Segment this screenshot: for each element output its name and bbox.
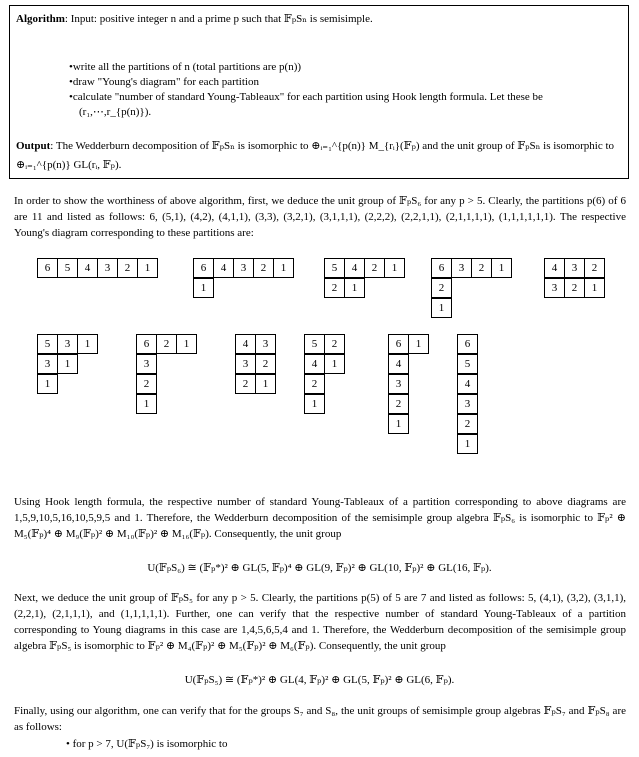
paragraph-s5: Next, we deduce the unit group of 𝔽ₚS₅ for any p > 5. Clearly, the partitions p(5) of 5 are 7 and listed as follows: 5, (4,1), (3,2), (3,1,1), (2,2,1), (2,1,1,1), and (1,1,1,1,1). Further, one can verify that the respective number of standard Young-Tableaux of a partition corresponding to Young diagrams in this case are 1,4,5,6,5,4 and 1. Therefore, the Wedderburn decomposition of the semisimple group algebra 𝔽ₚS₅ is isomorphic to 𝔽ₚ² ⊕ M₄(𝔽ₚ)² ⊕ M₅(𝔽ₚ)² ⊕ M₆(𝔽ₚ). Consequently, the unit group (14, 592, 626, 652)
young-diagram-row (388, 374, 428, 394)
young-diagram (388, 334, 428, 434)
young-cell: 2 (324, 278, 345, 298)
young-cell: 2 (136, 374, 157, 394)
young-cell: 6 (388, 334, 409, 354)
young-diagram-row (37, 334, 97, 354)
young-diagram (431, 258, 511, 318)
young-cell: 5 (324, 258, 345, 278)
young-diagram-row (304, 394, 344, 414)
young-cell: 1 (584, 278, 605, 298)
young-cell: 3 (57, 334, 78, 354)
young-diagram (37, 258, 157, 278)
young-cell: 6 (37, 258, 58, 278)
young-diagram-row (457, 394, 477, 414)
young-cell: 4 (304, 354, 325, 374)
young-cell: 6 (193, 258, 214, 278)
young-diagram-row (37, 354, 97, 374)
young-cell: 1 (344, 278, 365, 298)
young-cell: 2 (471, 258, 492, 278)
young-cell: 1 (384, 258, 405, 278)
young-diagram-row (37, 258, 157, 278)
algorithm-steps (69, 60, 549, 120)
young-cell: 2 (304, 374, 325, 394)
young-cell: 2 (564, 278, 585, 298)
young-cell: 3 (136, 354, 157, 374)
young-diagram-row (431, 258, 511, 278)
young-diagram (37, 334, 97, 394)
young-cell: 2 (235, 374, 256, 394)
young-diagram-row (457, 414, 477, 434)
young-cell: 1 (193, 278, 214, 298)
young-diagram-row (136, 394, 196, 414)
young-cell: 2 (253, 258, 274, 278)
young-cell: 6 (431, 258, 452, 278)
young-cell: 1 (388, 414, 409, 434)
paragraph-intro: In order to show the worthiness of above algorithm, first, we deduce the unit group of 𝔽ₚS₆ for any p > 5. Clearly, the partitions p(6) of 6 are 11 and listed as follows: 6, (5,1), (4,2), (4,1,1), (3,3), (3,2,1), (3,1,1,1), (2,2,2), (2,2,1,1), (2,1,1,1,1), (1,1,1,1,1,1). The respective Young's diagram corresponding to these partitions are: (14, 195, 626, 239)
algorithm-label: Algorithm (16, 13, 65, 25)
young-cell: 1 (255, 374, 276, 394)
young-cell: 1 (408, 334, 429, 354)
algorithm-input (16, 12, 373, 27)
young-cell: 2 (364, 258, 385, 278)
young-cell: 4 (457, 374, 478, 394)
young-diagram-row (37, 374, 97, 394)
algorithm-step: • calculate "number of standard Young-Tableaux" for each partition using Hook length formula. Let these be (r₁,⋯,r_{p(n)}). (69, 90, 549, 120)
young-cell: 1 (304, 394, 325, 414)
young-diagram-row (304, 374, 344, 394)
young-cell: 3 (255, 334, 276, 354)
young-cell: 3 (37, 354, 58, 374)
young-cell: 1 (37, 374, 58, 394)
young-diagram-row (388, 394, 428, 414)
young-diagram-row (235, 374, 275, 394)
young-cell: 5 (457, 354, 478, 374)
young-cell: 1 (77, 334, 98, 354)
young-cell: 3 (233, 258, 254, 278)
young-diagram (324, 258, 404, 298)
young-diagram (136, 334, 196, 414)
algorithm-step: • draw "Young's diagram" for each partition (69, 75, 549, 90)
young-diagram-row (544, 278, 604, 298)
young-cell: 2 (584, 258, 605, 278)
young-diagram-row (304, 334, 344, 354)
young-diagram-row (388, 354, 428, 374)
young-diagram-row (136, 334, 196, 354)
young-diagram-row (235, 334, 275, 354)
young-cell: 1 (176, 334, 197, 354)
young-cell: 4 (388, 354, 409, 374)
young-cell: 3 (451, 258, 472, 278)
young-diagram (304, 334, 344, 414)
young-cell: 6 (457, 334, 478, 354)
bullet-s7-text: for p > 7, U(𝔽ₚS₇) is isomorphic to (72, 738, 228, 750)
young-diagram-row (457, 354, 477, 374)
paragraph-s7-s8: Finally, using our algorithm, one can verify that for the groups S₇ and S₈, the unit groups of semisimple group algebras 𝔽ₚS₇ and 𝔽ₚS₈ are as follows: (14, 705, 626, 733)
young-cell: 2 (457, 414, 478, 434)
young-diagram-row (235, 354, 275, 374)
young-diagram (193, 258, 293, 298)
young-cell: 2 (431, 278, 452, 298)
equation-unit-group-s5: U(𝔽ₚS₅) ≅ (𝔽ₚ*)² ⊕ GL(4, 𝔽ₚ)² ⊕ GL(5, 𝔽ₚ)² ⊕ GL(6, 𝔽ₚ). (184, 674, 455, 686)
young-diagram-row (388, 334, 428, 354)
algorithm-box (9, 5, 629, 179)
young-diagram (457, 334, 477, 454)
young-cell: 1 (57, 354, 78, 374)
young-cell: 1 (137, 258, 158, 278)
young-diagram-row (324, 278, 404, 298)
young-cell: 2 (156, 334, 177, 354)
young-diagram-row (193, 278, 293, 298)
young-cell: 1 (431, 298, 452, 318)
algorithm-output-text: : The Wedderburn decomposition of 𝔽ₚSₙ is isomorphic to ⊕ᵢ₌₁^{p(n)} M_{rᵢ}(𝔽ₚ) and the unit group of 𝔽ₚSₙ is isomorphic to (50, 140, 615, 152)
young-diagram-row (457, 434, 477, 454)
equation-unit-group-s6: U(𝔽ₚS₆) ≅ (𝔽ₚ*)² ⊕ GL(5, 𝔽ₚ)⁴ ⊕ GL(9, 𝔽ₚ)² ⊕ GL(10, 𝔽ₚ)² ⊕ GL(16, 𝔽ₚ). (147, 562, 492, 574)
young-cell: 4 (235, 334, 256, 354)
young-cell: 2 (388, 394, 409, 414)
young-diagram-row (193, 258, 293, 278)
young-cell: 6 (136, 334, 157, 354)
young-cell: 5 (37, 334, 58, 354)
young-diagram-row (457, 334, 477, 354)
young-cell: 2 (324, 334, 345, 354)
young-cell: 4 (77, 258, 98, 278)
paragraph-hook-length: Using Hook length formula, the respective number of standard Young-Tableaux of a partition corresponding to above diagrams are 1,5,9,10,5,16,10,5,9,5 and 1. Therefore, the Wedderburn decomposition of the semisimple group algebra 𝔽ₚS₆ is isomorphic to 𝔽ₚ² ⊕ M₅(𝔽ₚ)⁴ ⊕ M₉(𝔽ₚ)² ⊕ M₁₀(𝔽ₚ)² ⊕ M₁₆(𝔽ₚ). Consequently, the unit group (14, 496, 626, 540)
young-diagram (544, 258, 604, 298)
young-cell: 3 (235, 354, 256, 374)
young-cell: 5 (57, 258, 78, 278)
young-diagram-row (457, 374, 477, 394)
young-cell: 2 (255, 354, 276, 374)
algorithm-step: • write all the partitions of n (total partitions are p(n)) (69, 60, 549, 75)
young-cell: 1 (491, 258, 512, 278)
young-cell: 3 (388, 374, 409, 394)
algorithm-input-text: : Input: positive integer n and a prime p such that 𝔽ₚSₙ is semisimple. (64, 13, 373, 25)
young-diagram-row (304, 354, 344, 374)
young-cell: 1 (457, 434, 478, 454)
young-diagram-row (431, 298, 511, 318)
young-cell: 1 (273, 258, 294, 278)
young-cell: 2 (117, 258, 138, 278)
young-cell: 3 (457, 394, 478, 414)
young-diagram-row (388, 414, 428, 434)
young-cell: 4 (213, 258, 234, 278)
young-cell: 1 (324, 354, 345, 374)
bullet-s7: • for p > 7, U(𝔽ₚS₇) is isomorphic to (66, 738, 228, 750)
young-cell: 4 (344, 258, 365, 278)
young-diagram-row (544, 258, 604, 278)
young-cell: 1 (136, 394, 157, 414)
young-cell: 3 (564, 258, 585, 278)
young-cell: 3 (544, 278, 565, 298)
young-diagram-row (324, 258, 404, 278)
young-diagram (235, 334, 275, 394)
output-label: Output (16, 140, 51, 152)
young-cell: 5 (304, 334, 325, 354)
young-diagram-row (431, 278, 511, 298)
algorithm-output-line2: ⊕ᵢ₌₁^{p(n)} GL(rᵢ, 𝔽ₚ). (16, 159, 122, 171)
young-cell: 3 (97, 258, 118, 278)
algorithm-output (16, 139, 616, 154)
young-diagram-row (136, 354, 196, 374)
young-cell: 4 (544, 258, 565, 278)
young-diagram-row (136, 374, 196, 394)
